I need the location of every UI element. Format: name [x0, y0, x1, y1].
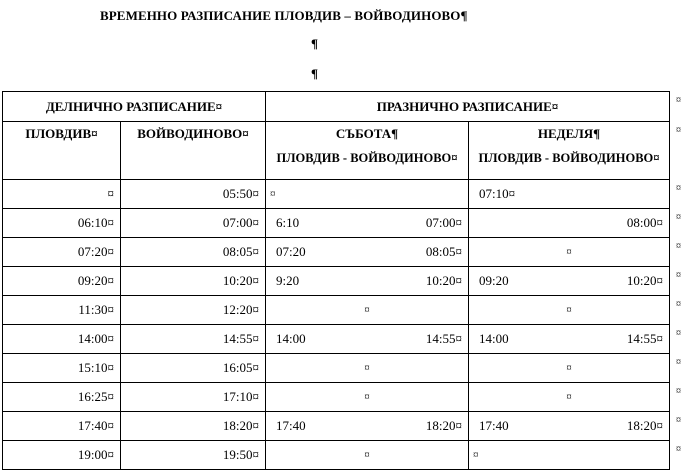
empty-cell-mark: ¤: [566, 391, 572, 403]
empty-cell-mark: ¤: [566, 304, 572, 316]
saturday-time-cell: [266, 354, 469, 383]
table-row: [3, 238, 670, 267]
saturday-time-cell: [266, 296, 469, 325]
sunday-time-cell: [469, 354, 670, 383]
table-row: [3, 180, 670, 209]
sunday-column-header: [469, 122, 670, 180]
plovdiv-time: 14:00: [276, 331, 306, 346]
saturday-time-cell: [266, 325, 469, 354]
saturday-time-cell: [266, 441, 469, 470]
voyvodinovo-column-header: ВОЙВОДИНОВО¤: [121, 122, 266, 180]
sunday-time-cell: [469, 383, 670, 412]
page-title: ВРЕМЕННО РАЗПИСАНИЕ ПЛОВДИВ – ВОЙВОДИНОВО¶: [100, 8, 468, 23]
voyvodinovo-departure-cell: 17:10¤: [121, 383, 266, 412]
row-end-mark: ¤: [676, 212, 681, 223]
saturday-time-cell: [266, 209, 469, 238]
row-end-mark: ¤: [676, 357, 681, 368]
saturday-label: СЪБОТА¶: [335, 126, 399, 141]
schedule-table: [2, 91, 670, 470]
saturday-time-cell: [266, 238, 469, 267]
voyvodinovo-time: 10:20¤: [626, 273, 664, 288]
voyvodinovo-time: 08:05¤: [425, 244, 463, 259]
voyvodinovo-departure-cell: 12:20¤: [121, 296, 266, 325]
table-row: [3, 441, 670, 470]
weekday-schedule-header: ДЕЛНИЧНО РАЗПИСАНИЕ¤: [3, 92, 266, 122]
table-subheader-row: [3, 122, 670, 180]
paragraph-mark: ¶: [311, 66, 319, 81]
plovdiv-departure-cell: 19:00¤: [3, 441, 121, 470]
plovdiv-time: 14:00: [479, 331, 509, 346]
sunday-time-cell: [469, 267, 670, 296]
empty-cell-mark: ¤: [566, 362, 572, 374]
table-header-row: [3, 92, 670, 122]
saturday-time-cell: [266, 267, 469, 296]
sunday-time-cell: [469, 441, 670, 470]
sunday-time-cell: [469, 296, 670, 325]
paragraph-mark: ¶: [311, 36, 319, 51]
plovdiv-time: 07:20: [276, 244, 306, 259]
table-row: [3, 354, 670, 383]
plovdiv-departure-cell: 09:20¤: [3, 267, 121, 296]
table-row: [3, 412, 670, 441]
empty-cell-mark: ¤: [270, 188, 276, 200]
sunday-time-cell: [469, 209, 670, 238]
plovdiv-time: 09:20: [479, 273, 509, 288]
saturday-route-label: ПЛОВДИВ - ВОЙВОДИНОВО¤: [276, 151, 458, 165]
voyvodinovo-time: 18:20¤: [626, 418, 664, 433]
row-end-mark: ¤: [676, 299, 681, 310]
sunday-time-cell: [469, 238, 670, 267]
empty-cell-mark: ¤: [473, 449, 479, 461]
row-end-mark: ¤: [676, 270, 681, 281]
voyvodinovo-departure-cell: 19:50¤: [121, 441, 266, 470]
sunday-label: НЕДЕЛЯ¶: [537, 126, 601, 141]
empty-cell-mark: ¤: [364, 304, 370, 316]
sunday-time-cell: [469, 180, 670, 209]
voyvodinovo-departure-cell: 10:20¤: [121, 267, 266, 296]
empty-cell-mark: ¤: [364, 391, 370, 403]
empty-cell-mark: ¤: [364, 362, 370, 374]
row-end-mark: ¤: [676, 183, 681, 194]
plovdiv-departure-cell: 11:30¤: [3, 296, 121, 325]
plovdiv-departure-cell: 06:10¤: [3, 209, 121, 238]
voyvodinovo-departure-cell: 07:00¤: [121, 209, 266, 238]
row-end-mark: ¤: [676, 95, 681, 106]
saturday-column-header: [266, 122, 469, 180]
plovdiv-time: 17:40: [276, 418, 306, 433]
voyvodinovo-time: 07:00¤: [425, 215, 463, 230]
row-end-mark: ¤: [676, 328, 681, 339]
table-row: [3, 209, 670, 238]
plovdiv-column-header: ПЛОВДИВ¤: [3, 122, 121, 180]
plovdiv-time: 6:10: [276, 215, 300, 230]
plovdiv-time: 07:10¤: [479, 186, 516, 201]
table-row: [3, 267, 670, 296]
row-end-mark: ¤: [676, 415, 681, 426]
plovdiv-departure-cell: 16:25¤: [3, 383, 121, 412]
sunday-route-label: ПЛОВДИВ - ВОЙВОДИНОВО¤: [478, 151, 660, 165]
empty-cell-mark: ¤: [364, 449, 370, 461]
voyvodinovo-departure-cell: 16:05¤: [121, 354, 266, 383]
voyvodinovo-time: 14:55¤: [425, 331, 463, 346]
voyvodinovo-time: 14:55¤: [626, 331, 664, 346]
sunday-time-cell: [469, 412, 670, 441]
voyvodinovo-departure-cell: 08:05¤: [121, 238, 266, 267]
empty-cell-mark: ¤: [566, 246, 572, 258]
row-end-mark: ¤: [676, 444, 681, 455]
voyvodinovo-time: 08:00¤: [626, 215, 664, 230]
voyvodinovo-time: 10:20¤: [425, 273, 463, 288]
saturday-time-cell: [266, 383, 469, 412]
sunday-time-cell: [469, 325, 670, 354]
saturday-time-cell: [266, 180, 469, 209]
plovdiv-departure-cell: 17:40¤: [3, 412, 121, 441]
voyvodinovo-time: 18:20¤: [425, 418, 463, 433]
voyvodinovo-departure-cell: 14:55¤: [121, 325, 266, 354]
saturday-time-cell: [266, 412, 469, 441]
plovdiv-time: 17:40: [479, 418, 509, 433]
plovdiv-time: 9:20: [276, 273, 300, 288]
plovdiv-departure-cell: 14:00¤: [3, 325, 121, 354]
voyvodinovo-departure-cell: 05:50¤: [121, 180, 266, 209]
row-end-mark: ¤: [676, 241, 681, 252]
table-row: [3, 325, 670, 354]
table-row: [3, 296, 670, 325]
plovdiv-departure-cell: 07:20¤: [3, 238, 121, 267]
plovdiv-departure-cell: ¤: [3, 180, 121, 209]
plovdiv-departure-cell: 15:10¤: [3, 354, 121, 383]
voyvodinovo-departure-cell: 18:20¤: [121, 412, 266, 441]
row-end-mark: ¤: [676, 125, 681, 136]
table-row: [3, 383, 670, 412]
holiday-schedule-header: ПРАЗНИЧНО РАЗПИСАНИЕ¤: [266, 92, 670, 122]
row-end-mark: ¤: [676, 386, 681, 397]
